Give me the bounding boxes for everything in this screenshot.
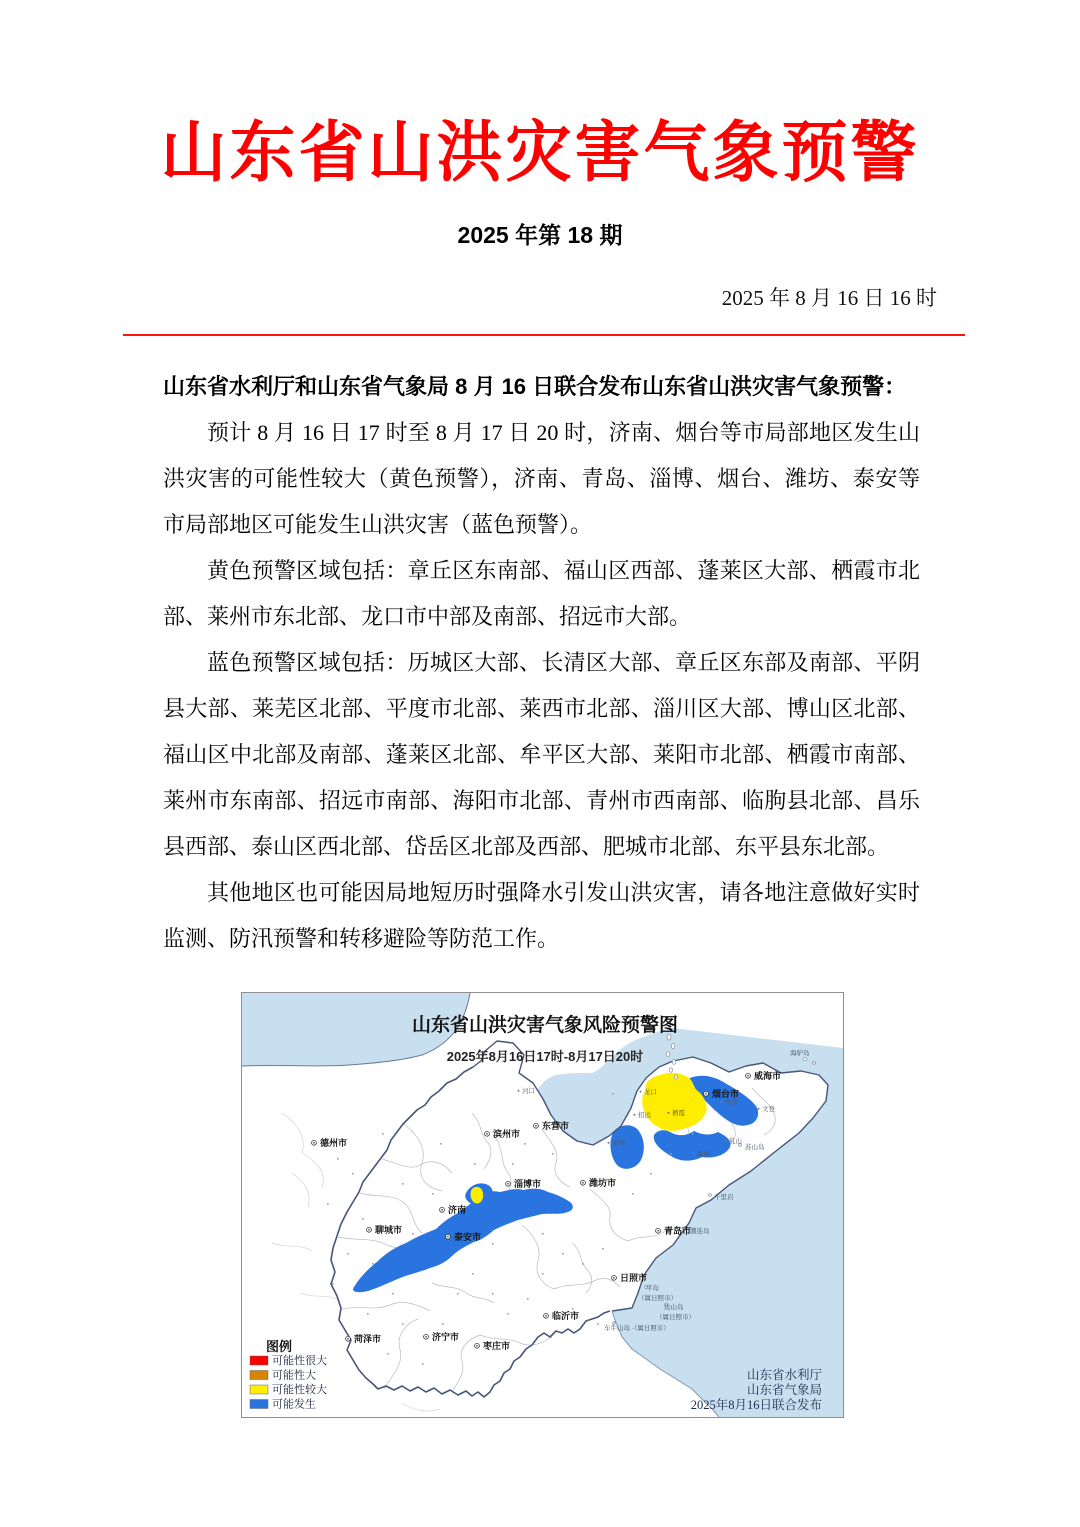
warning-map-svg	[242, 993, 843, 1417]
city-marker-dot	[507, 1183, 509, 1185]
legend-swatch-red	[250, 1356, 268, 1365]
city-marker-dot	[613, 1277, 615, 1279]
map-town-label: 招远	[638, 1111, 651, 1119]
map-city-label: 泰安市	[454, 1231, 482, 1242]
body-heading: 山东省水利厅和山东省气象局 8 月 16 日联合发布山东省山洪灾害气象预警：	[163, 373, 907, 399]
city-marker-dot	[657, 1230, 659, 1232]
town-dot	[524, 1143, 526, 1145]
map-city-label: 聊城市	[375, 1224, 403, 1235]
town-dot	[440, 1143, 442, 1145]
city-marker-dot	[447, 1236, 449, 1238]
city-marker-dot	[582, 1182, 584, 1184]
map-sea-label: 千里岩	[714, 1193, 734, 1201]
warning-map	[241, 992, 844, 1418]
map-city-label: 日照市	[620, 1272, 648, 1283]
town-dot	[692, 1133, 694, 1135]
town-marker-dot	[608, 1141, 610, 1143]
map-sea-label: 平岛	[646, 1284, 659, 1292]
town-dot	[402, 1183, 404, 1185]
city-marker-dot	[747, 1075, 749, 1077]
map-town-label: 栖霞	[672, 1109, 685, 1117]
map-city-label: 滨州市	[493, 1128, 521, 1139]
town-dot	[562, 1253, 564, 1255]
city-marker-dot	[425, 1336, 427, 1338]
map-sea-label: 海驴岛	[790, 1049, 810, 1057]
town-dot	[372, 1263, 374, 1265]
publish-date: 2025 年 8 月 16 日 16 时	[721, 285, 937, 310]
credits-line-meteo-bureau: 山东省气象局	[746, 1382, 822, 1397]
map-subtitle: 2025年8月16日17时-8月17日20时	[446, 1048, 644, 1064]
map-town-label: 龙口	[644, 1088, 657, 1096]
town-dot	[392, 1293, 394, 1295]
town-dot	[527, 1298, 529, 1300]
map-sea-label: （属日照市）	[656, 1313, 695, 1321]
map-city-label: 潍坊市	[589, 1177, 617, 1188]
town-dot	[612, 1093, 614, 1095]
map-city-label: 淄博市	[514, 1178, 542, 1189]
map-sea-label: 潮连岛	[690, 1227, 710, 1235]
town-dot	[632, 1193, 634, 1195]
town-marker-dot	[634, 1113, 636, 1115]
map-city-label: 临沂市	[552, 1310, 580, 1321]
town-dot	[332, 1283, 334, 1285]
map-town-label: 河口	[522, 1087, 535, 1095]
map-city-label: 济宁市	[432, 1331, 460, 1342]
map-city-label: 青岛市	[664, 1225, 692, 1236]
map-town-label: 牟平	[725, 1098, 738, 1106]
town-marker-dot	[725, 1139, 727, 1141]
map-city-label: 济南	[448, 1204, 467, 1215]
town-dot	[347, 1253, 349, 1255]
town-dot	[542, 1233, 544, 1235]
town-dot	[492, 1293, 494, 1295]
city-marker-dot	[368, 1229, 370, 1231]
city-marker-dot	[535, 1125, 537, 1127]
page-title: 山东省山洪灾害气象预警	[160, 117, 920, 190]
legend-item-fairly-likely	[250, 1382, 327, 1396]
town-marker-dot	[721, 1100, 723, 1102]
map-legend	[250, 1339, 327, 1411]
town-dot	[474, 1163, 476, 1165]
town-dot	[457, 1293, 459, 1295]
town-dot	[582, 1263, 584, 1265]
town-dot	[552, 1153, 554, 1155]
town-dot	[650, 1173, 652, 1175]
town-dot	[412, 1233, 414, 1235]
town-dot	[387, 1353, 389, 1355]
town-dot	[352, 1173, 354, 1175]
map-city-label: 菏泽市	[354, 1333, 382, 1344]
map-sea-label: 达山岛	[664, 1303, 684, 1311]
city-marker-dot	[313, 1142, 315, 1144]
town-marker-dot	[640, 1090, 642, 1092]
town-dot	[422, 1363, 424, 1365]
town-dot	[382, 1133, 384, 1135]
town-dot	[670, 1153, 672, 1155]
legend-item-possible	[250, 1396, 316, 1410]
map-city-label: 烟台市	[712, 1088, 740, 1099]
town-dot	[492, 1243, 494, 1245]
town-dot	[472, 1273, 474, 1275]
credits-line-water-dept: 山东省水利厅	[746, 1367, 822, 1382]
body-paragraph-forecast: 预计 8 月 16 日 17 时至 8 月 17 日 20 时，济南、烟台等市局部地区发生山洪灾害的可能性较大（黄色预警），济南、青岛、淄博、烟台、潍坊、泰安等市局部地区可能发生山洪灾害（蓝色预警）。	[163, 419, 920, 537]
city-marker-dot	[441, 1209, 443, 1211]
body-paragraph-yellow-areas: 黄色预警区域包括：章丘区东南部、福山区西部、蓬莱区大部、栖霞市北部、莱州市东北部、龙口市中部及南部、招远市大部。	[163, 557, 920, 629]
body-paragraph-blue-areas: 蓝色预警区域包括：历城区大部、长清区大部、章丘区东部及南部、平阴县大部、莱芜区北部、平度市北部、莱西市北部、淄川区大部、博山区北部、福山区中北部及南部、蓬莱区北部、牟平区大部、莱阳市北部、栖霞市南部、莱州市东南部、招远市南部、海阳市北部、青州市西南部、临朐县北部、昌乐县西部、泰山区西北部、岱岳区北部及西部、肥城市北部、东平县东北部。	[163, 649, 920, 859]
city-marker-dot	[705, 1093, 707, 1095]
town-marker-dot	[668, 1111, 670, 1113]
town-dot	[507, 1313, 509, 1315]
town-dot	[572, 1308, 574, 1310]
town-dot	[542, 1273, 544, 1275]
town-dot	[337, 1158, 339, 1160]
map-city-label: 威海市	[754, 1070, 782, 1081]
credits-line-issue-date: 2025年8月16日联合发布	[690, 1397, 822, 1412]
legend-label: 可能性大	[272, 1369, 316, 1382]
town-dot	[402, 1323, 404, 1325]
town-dot	[512, 1163, 514, 1165]
map-sea-label: 车牛山岛 ·（属日照市）	[604, 1324, 670, 1332]
town-dot	[327, 1203, 329, 1205]
town-dot	[442, 1323, 444, 1325]
town-dot	[602, 1248, 604, 1250]
map-sea-label: （属日照市）	[638, 1294, 677, 1302]
legend-title: 图例	[266, 1338, 293, 1354]
city-marker-dot	[347, 1338, 349, 1340]
legend-swatch-orange	[250, 1370, 268, 1379]
city-marker-dot	[486, 1133, 488, 1135]
map-title: 山东省山洪灾害气象风险预警图	[411, 1014, 679, 1036]
legend-item-very-likely	[250, 1353, 327, 1367]
map-sea-label: 苏山岛	[745, 1143, 765, 1151]
town-marker-dot	[518, 1089, 520, 1091]
legend-item-likely	[250, 1367, 316, 1381]
town-dot	[367, 1313, 369, 1315]
map-city-label: 德州市	[320, 1137, 348, 1148]
map-town-label: 文登	[762, 1105, 775, 1113]
legend-label: 可能发生	[272, 1398, 316, 1411]
map-town-label: 乳山	[729, 1137, 742, 1145]
body-paragraph-advice: 其他地区也可能因局地短历时强降水引发山洪灾害，请各地注意做好实时监测、防汛预警和转移避险等防范工作。	[163, 879, 920, 951]
legend-swatch-yellow	[250, 1385, 268, 1394]
legend-label: 可能性很大	[272, 1354, 327, 1367]
town-marker-dot	[693, 1152, 695, 1154]
warning-region-blue-peninsula-south	[654, 1130, 731, 1160]
warning-region-blue-laizhou	[610, 1125, 643, 1169]
map-city-label: 东营市	[542, 1120, 570, 1131]
divider-rule	[123, 334, 965, 336]
city-marker-dot	[476, 1345, 478, 1347]
map-city-label: 枣庄市	[483, 1340, 511, 1351]
map-town-label: 莱州	[612, 1139, 625, 1147]
town-dot	[597, 1323, 599, 1325]
town-dot	[432, 1193, 434, 1195]
legend-swatch-blue	[250, 1399, 268, 1408]
map-town-label: 海阳	[697, 1150, 710, 1158]
body-content	[163, 364, 920, 962]
town-marker-dot	[758, 1107, 760, 1109]
issue-number: 2025 年第 18 期	[457, 221, 623, 248]
town-dot	[362, 1218, 364, 1220]
city-marker-dot	[545, 1315, 547, 1317]
legend-label: 可能性较大	[272, 1383, 327, 1396]
